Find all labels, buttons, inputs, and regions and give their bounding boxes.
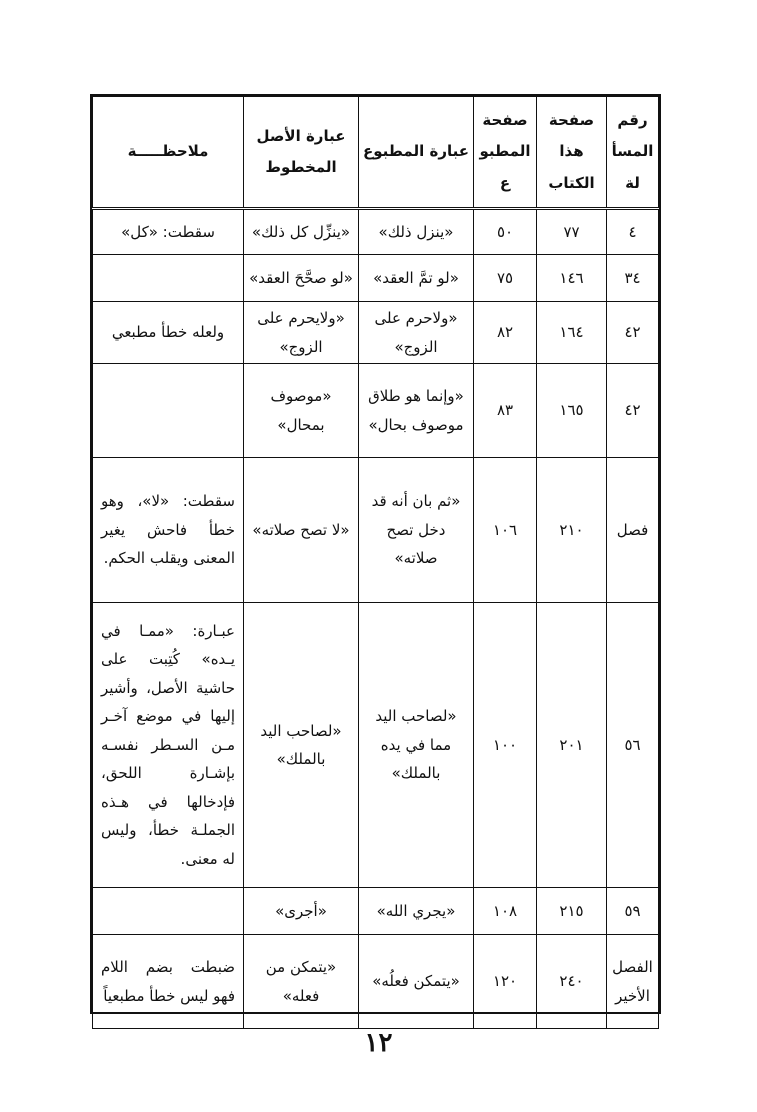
cell-book-page: ٧٧ bbox=[537, 209, 607, 255]
cell-issue-number: الفصل الأخير bbox=[607, 935, 659, 1029]
cell-original-text: «موصوف بمحال» bbox=[244, 364, 359, 458]
cell-printed-page: ١٠٨ bbox=[474, 888, 537, 935]
cell-issue-number: ٤٢ bbox=[607, 302, 659, 364]
cell-printed-text: «لو تمَّ العقد» bbox=[359, 255, 474, 302]
cell-note bbox=[93, 364, 244, 458]
cell-issue-number: ٣٤ bbox=[607, 255, 659, 302]
cell-book-page: ٢١٥ bbox=[537, 888, 607, 935]
cell-original-text: «لصاحب اليد بالملك» bbox=[244, 603, 359, 888]
table-row bbox=[93, 255, 659, 302]
cell-original-text: «يتمكن من فعله» bbox=[244, 935, 359, 1029]
cell-note: ضبطت بضم اللام فهو ليس خطأ مطبعياً bbox=[93, 935, 244, 1029]
cell-note: سقطت: «كل» bbox=[93, 209, 244, 255]
cell-printed-text: «ثم بان أنه قد دخل تصح صلاته» bbox=[359, 458, 474, 603]
cell-printed-text: «يجري الله» bbox=[359, 888, 474, 935]
cell-printed-text: «ينزل ذلك» bbox=[359, 209, 474, 255]
header-original-text: عبارة الأصل المخطوط bbox=[244, 97, 359, 209]
table-row bbox=[93, 458, 659, 603]
table-row bbox=[93, 935, 659, 1029]
header-note: ملاحظـــــة bbox=[93, 97, 244, 209]
cell-printed-text: «وإنما هو طلاق موصوف بحال» bbox=[359, 364, 474, 458]
table-row bbox=[93, 888, 659, 935]
cell-book-page: ٢١٠ bbox=[537, 458, 607, 603]
cell-book-page: ٢٠١ bbox=[537, 603, 607, 888]
cell-note bbox=[93, 255, 244, 302]
page-number: ١٢ bbox=[364, 1028, 393, 1058]
cell-book-page: ١٤٦ bbox=[537, 255, 607, 302]
cell-printed-page: ١٠٦ bbox=[474, 458, 537, 603]
table-row bbox=[93, 209, 659, 255]
cell-issue-number: ٤ bbox=[607, 209, 659, 255]
table-row bbox=[93, 603, 659, 888]
cell-printed-text: «يتمكن فعلُه» bbox=[359, 935, 474, 1029]
comparison-table bbox=[92, 96, 659, 1029]
cell-issue-number: ٤٢ bbox=[607, 364, 659, 458]
table-row bbox=[93, 364, 659, 458]
comparison-table-frame bbox=[90, 94, 661, 1014]
cell-issue-number: ٥٩ bbox=[607, 888, 659, 935]
cell-note: ولعله خطأ مطبعي bbox=[93, 302, 244, 364]
table-header-row bbox=[93, 97, 659, 209]
header-printed-page: صفحة المطبوع bbox=[474, 97, 537, 209]
cell-book-page: ١٦٥ bbox=[537, 364, 607, 458]
cell-printed-page: ١٢٠ bbox=[474, 935, 537, 1029]
cell-note: سقطت: «لا»، وهو خطأ فاحش يغير المعنى ويقلب الحكم. bbox=[93, 458, 244, 603]
cell-book-page: ١٦٤ bbox=[537, 302, 607, 364]
cell-original-text: «ولايحرم على الزوج» bbox=[244, 302, 359, 364]
cell-note bbox=[93, 888, 244, 935]
cell-original-text: «أجرى» bbox=[244, 888, 359, 935]
header-printed-text: عبارة المطبوع bbox=[359, 97, 474, 209]
cell-issue-number: ٥٦ bbox=[607, 603, 659, 888]
cell-book-page: ٢٤٠ bbox=[537, 935, 607, 1029]
cell-printed-page: ٨٢ bbox=[474, 302, 537, 364]
cell-issue-number: فصل bbox=[607, 458, 659, 603]
cell-printed-page: ١٠٠ bbox=[474, 603, 537, 888]
header-book-page: صفحة هذا الكتاب bbox=[537, 97, 607, 209]
cell-printed-page: ٨٣ bbox=[474, 364, 537, 458]
cell-printed-page: ٧٥ bbox=[474, 255, 537, 302]
cell-original-text: «لا تصح صلاته» bbox=[244, 458, 359, 603]
cell-printed-text: «لصاحب اليد مما في يده بالملك» bbox=[359, 603, 474, 888]
cell-original-text: «لو صحَّحَ العقد» bbox=[244, 255, 359, 302]
header-issue-number: رقم المسألة bbox=[607, 97, 659, 209]
table-row bbox=[93, 302, 659, 364]
cell-printed-text: «ولاحرم على الزوج» bbox=[359, 302, 474, 364]
cell-printed-page: ٥٠ bbox=[474, 209, 537, 255]
cell-original-text: «ينزِّل كل ذلك» bbox=[244, 209, 359, 255]
cell-note: عبـارة: «ممـا في يـده» كُتِبت على حاشية الأصل، وأشير إليها في موضع آخـر مـن السـطر نفسـه بإشـارة اللحق، فإدخالها في هـذه الجملـة خطأ، وليس له معنى. bbox=[93, 603, 244, 888]
